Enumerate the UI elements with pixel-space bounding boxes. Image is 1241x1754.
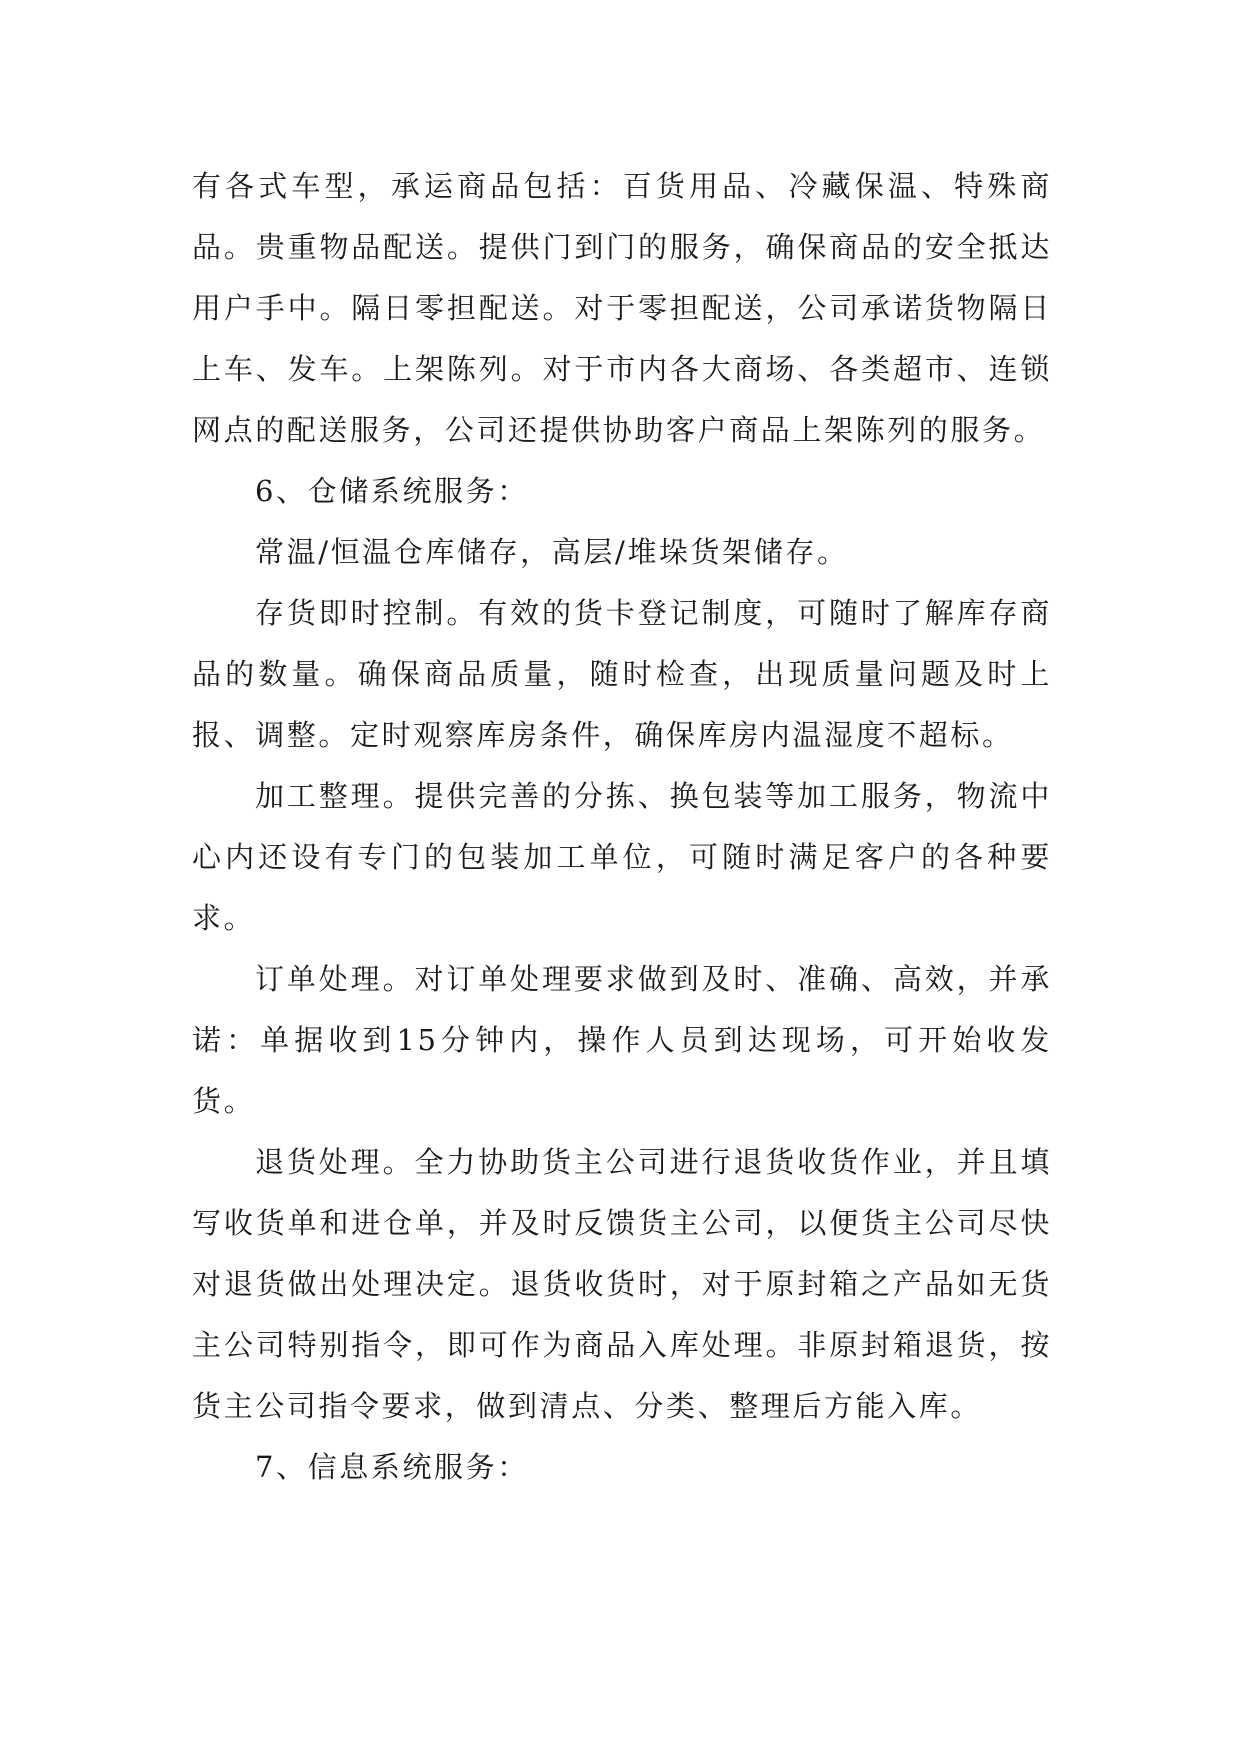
paragraph-delivery-services: 有各式车型，承运商品包括：百货用品、冷藏保温、特殊商品。贵重物品配送。提供门到门的服务，确保商品的安全抵达用户手中。隔日零担配送。对于零担配送，公司承诺货物隔日上车、发车。上架陈列。对于市内各大商场、各类超市、连锁网点的配送服务，公司还提供协助客户商品上架陈列的服务。 bbox=[192, 169, 1052, 447]
paragraph-returns-processing: 退货处理。全力协助货主公司进行退货收货作业，并且填写收货单和进仓单，并及时反馈货主公司，以便货主公司尽快对退货做出处理决定。退货收货时，对于原封箱之产品如无货主公司特别指令，即可作为商品入库处理。非原封箱退货，按货主公司指令要求，做到清点、分类、整理后方能入库。 bbox=[192, 1145, 1052, 1423]
paragraph-storage: 常温/恒温仓库储存，高层/堆垛货架储存。 bbox=[255, 535, 849, 569]
section-heading-information-system: 7、信息系统服务： bbox=[255, 1450, 529, 1484]
paragraph-order-processing: 订单处理。对订单处理要求做到及时、准确、高效，并承诺：单据收到15分钟内，操作人员到达现场，可开始收发货。 bbox=[192, 962, 1052, 1118]
section-heading-warehousing: 6、仓储系统服务： bbox=[255, 474, 529, 508]
paragraph-processing: 加工整理。提供完善的分拣、换包装等加工服务，物流中心内还设有专门的包装加工单位，可随时满足客户的各种要求。 bbox=[192, 779, 1052, 935]
document-page bbox=[192, 156, 1052, 1498]
paragraph-inventory-control: 存货即时控制。有效的货卡登记制度，可随时了解库存商品的数量。确保商品质量，随时检查，出现质量问题及时上报、调整。定时观察库房条件，确保库房内温湿度不超标。 bbox=[192, 596, 1052, 752]
